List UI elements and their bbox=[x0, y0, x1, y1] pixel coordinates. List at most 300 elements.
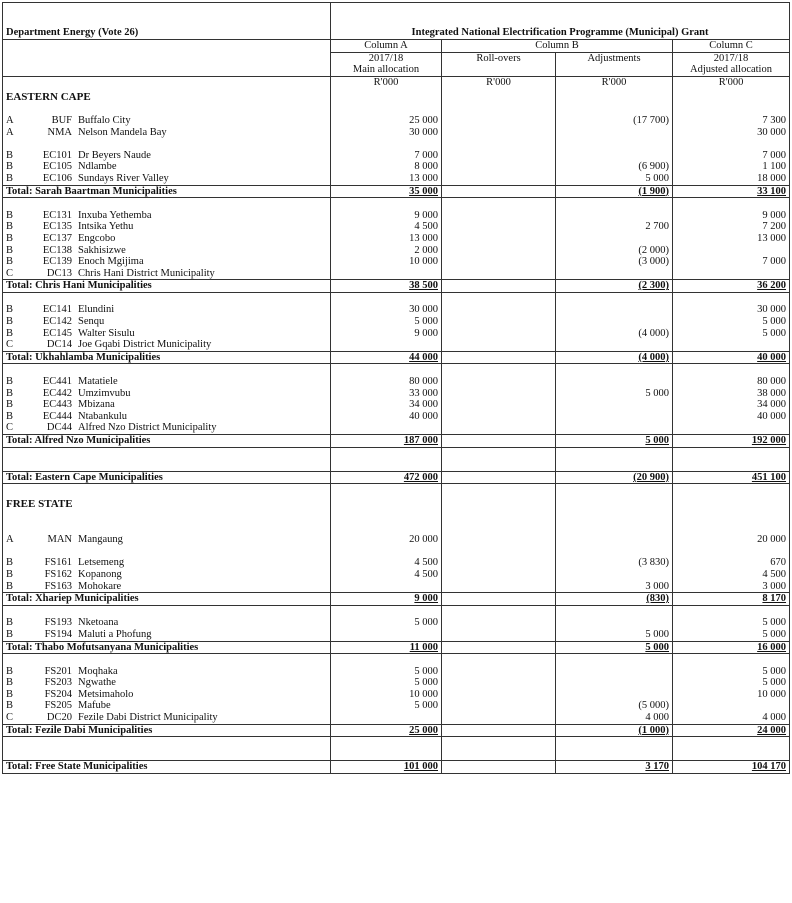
municipality-row bbox=[3, 245, 790, 257]
main-allocation: 4 500 bbox=[331, 557, 442, 569]
column-c-year: 2017/18 bbox=[673, 52, 790, 64]
unit-c: R'000 bbox=[673, 76, 790, 88]
adjustments-value bbox=[556, 666, 673, 678]
adjusted-allocation bbox=[673, 422, 790, 434]
municipality-cell bbox=[3, 712, 331, 724]
adjustments-value bbox=[556, 316, 673, 328]
municipality-row bbox=[3, 150, 790, 162]
adjusted-allocation: 451 100 bbox=[673, 471, 790, 484]
total-row bbox=[3, 280, 790, 293]
department-title: Department Energy (Vote 26) bbox=[3, 3, 331, 40]
municipality-cell bbox=[3, 666, 331, 678]
category-code: B bbox=[6, 387, 14, 399]
main-allocation: 13 000 bbox=[331, 173, 442, 185]
title-row bbox=[3, 3, 790, 40]
main-allocation: 30 000 bbox=[331, 127, 442, 139]
municipality-code: FS203 bbox=[44, 677, 72, 689]
spacer-row bbox=[3, 605, 790, 617]
municipality-name: Mangaung bbox=[78, 534, 123, 546]
main-allocation: 13 000 bbox=[331, 233, 442, 245]
unit-adjustments: R'000 bbox=[556, 76, 673, 88]
municipality-code: DC13 bbox=[46, 267, 72, 279]
category-code: A bbox=[6, 114, 14, 126]
category-code: B bbox=[6, 221, 14, 233]
adjustments-value: (6 900) bbox=[556, 161, 673, 173]
adjusted-allocation: 5 000 bbox=[673, 316, 790, 328]
rollovers-value bbox=[442, 280, 556, 293]
total-row bbox=[3, 761, 790, 774]
municipality-name: Ntabankulu bbox=[78, 410, 127, 422]
category-code: B bbox=[6, 410, 14, 422]
main-allocation: 5 000 bbox=[331, 700, 442, 712]
adjustments-value: (3 830) bbox=[556, 557, 673, 569]
main-allocation: 20 000 bbox=[331, 534, 442, 546]
municipality-row bbox=[3, 569, 790, 581]
adjustments-value bbox=[556, 233, 673, 245]
municipality-name: Mbizana bbox=[78, 399, 115, 411]
municipality-cell bbox=[3, 173, 331, 185]
municipality-cell bbox=[3, 221, 331, 233]
adjustments-value bbox=[556, 534, 673, 546]
adjusted-allocation: 7 000 bbox=[673, 150, 790, 162]
adjustments-value: 3 170 bbox=[556, 761, 673, 774]
municipality-cell bbox=[3, 339, 331, 351]
adjustments-value bbox=[556, 617, 673, 629]
municipality-cell bbox=[3, 557, 331, 569]
total-label: Total: Xhariep Municipalities bbox=[3, 593, 331, 606]
municipality-name: Nketoana bbox=[78, 617, 119, 629]
municipality-code: EC139 bbox=[42, 256, 72, 268]
category-code: A bbox=[6, 126, 14, 138]
main-allocation: 5 000 bbox=[331, 677, 442, 689]
municipality-name: Buffalo City bbox=[78, 114, 131, 126]
total-row bbox=[3, 185, 790, 198]
municipality-code: MAN bbox=[47, 534, 72, 546]
municipality-name: Moqhaka bbox=[78, 665, 118, 677]
rollovers-value bbox=[442, 173, 556, 185]
rollovers-value bbox=[442, 388, 556, 400]
municipality-cell bbox=[3, 233, 331, 245]
total-label: Total: Sarah Baartman Municipalities bbox=[3, 185, 331, 198]
rollovers-value bbox=[442, 422, 556, 434]
allocation-table bbox=[2, 2, 790, 774]
rollovers-value bbox=[442, 593, 556, 606]
main-allocation: 187 000 bbox=[331, 435, 442, 448]
municipality-row bbox=[3, 256, 790, 268]
municipality-cell bbox=[3, 150, 331, 162]
column-c-sub: Adjusted allocation bbox=[673, 64, 790, 76]
category-code: B bbox=[6, 399, 14, 411]
municipality-code: EC442 bbox=[42, 387, 72, 399]
adjustments-value bbox=[556, 127, 673, 139]
column-year-row bbox=[3, 52, 790, 64]
adjustments-value: (1 900) bbox=[556, 185, 673, 198]
rollovers-value bbox=[442, 304, 556, 316]
rollovers-value bbox=[442, 328, 556, 340]
municipality-name: Sundays River Valley bbox=[78, 172, 169, 184]
municipality-name: Maluti a Phofung bbox=[78, 628, 152, 640]
adjusted-allocation: 33 100 bbox=[673, 185, 790, 198]
municipality-cell bbox=[3, 256, 331, 268]
category-code: C bbox=[6, 339, 14, 351]
category-code: B bbox=[6, 688, 14, 700]
adjusted-allocation: 1 100 bbox=[673, 161, 790, 173]
main-allocation: 40 000 bbox=[331, 411, 442, 423]
total-row bbox=[3, 435, 790, 448]
municipality-row bbox=[3, 376, 790, 388]
municipality-code: EC105 bbox=[42, 161, 72, 173]
category-code: B bbox=[6, 665, 14, 677]
adjusted-allocation: 38 000 bbox=[673, 388, 790, 400]
municipality-name: Mafube bbox=[78, 700, 111, 712]
adjusted-allocation bbox=[673, 700, 790, 712]
municipality-name: Umzimvubu bbox=[78, 387, 131, 399]
municipality-code: DC14 bbox=[46, 339, 72, 351]
municipality-name: Alfred Nzo District Municipality bbox=[78, 422, 217, 434]
municipality-cell bbox=[3, 677, 331, 689]
municipality-code: BUF bbox=[51, 114, 72, 126]
adjusted-allocation: 34 000 bbox=[673, 399, 790, 411]
rollovers-value bbox=[442, 185, 556, 198]
municipality-name: Chris Hani District Municipality bbox=[78, 267, 215, 279]
adjustments-value bbox=[556, 150, 673, 162]
spacer-row bbox=[3, 138, 790, 150]
grant-title: Integrated National Electrification Programme (Municipal) Grant bbox=[331, 3, 790, 40]
municipality-row bbox=[3, 210, 790, 222]
adjustments-value bbox=[556, 268, 673, 280]
municipality-code: EC138 bbox=[42, 244, 72, 256]
municipality-row bbox=[3, 677, 790, 689]
adjusted-allocation: 16 000 bbox=[673, 641, 790, 654]
category-code: B bbox=[6, 304, 14, 316]
adjusted-allocation: 13 000 bbox=[673, 233, 790, 245]
adjustments-value: 2 700 bbox=[556, 221, 673, 233]
spacer-row bbox=[3, 198, 790, 210]
rollovers-value bbox=[442, 161, 556, 173]
municipality-code: FS194 bbox=[44, 628, 72, 640]
main-allocation bbox=[331, 712, 442, 724]
adjusted-allocation: 5 000 bbox=[673, 328, 790, 340]
adjusted-allocation: 80 000 bbox=[673, 376, 790, 388]
category-code: B bbox=[6, 172, 14, 184]
municipality-name: Joe Gqabi District Municipality bbox=[78, 339, 212, 351]
municipality-code: FS193 bbox=[44, 617, 72, 629]
main-allocation: 33 000 bbox=[331, 388, 442, 400]
rollovers-value bbox=[442, 268, 556, 280]
main-allocation bbox=[331, 268, 442, 280]
rollovers-value bbox=[442, 351, 556, 364]
adjustments-value bbox=[556, 411, 673, 423]
municipality-row bbox=[3, 268, 790, 280]
municipality-name: Letsemeng bbox=[78, 557, 125, 569]
rollovers-value bbox=[442, 316, 556, 328]
municipality-row bbox=[3, 629, 790, 641]
adjustments-value: (20 900) bbox=[556, 471, 673, 484]
column-a-label: Column A bbox=[331, 40, 442, 53]
category-code: B bbox=[6, 628, 14, 640]
municipality-cell bbox=[3, 210, 331, 222]
adjustments-value: 3 000 bbox=[556, 581, 673, 593]
adjustments-value: (5 000) bbox=[556, 700, 673, 712]
rollovers-value bbox=[442, 569, 556, 581]
adjusted-allocation: 8 170 bbox=[673, 593, 790, 606]
municipality-row bbox=[3, 115, 790, 127]
municipality-row bbox=[3, 689, 790, 701]
adjusted-allocation bbox=[673, 339, 790, 351]
category-code: B bbox=[6, 580, 14, 592]
adjusted-allocation: 5 000 bbox=[673, 666, 790, 678]
total-row bbox=[3, 351, 790, 364]
rollovers-value bbox=[442, 221, 556, 233]
adjusted-allocation: 40 000 bbox=[673, 411, 790, 423]
municipality-name: Kopanong bbox=[78, 568, 122, 580]
spacer-row bbox=[3, 459, 790, 471]
rollovers-value bbox=[442, 557, 556, 569]
municipality-row bbox=[3, 617, 790, 629]
adjustments-value: (4 000) bbox=[556, 351, 673, 364]
category-code: C bbox=[6, 422, 14, 434]
rollovers-value bbox=[442, 677, 556, 689]
category-code: B bbox=[6, 161, 14, 173]
spacer-row bbox=[3, 364, 790, 376]
total-label: Total: Alfred Nzo Municipalities bbox=[3, 435, 331, 448]
municipality-row bbox=[3, 316, 790, 328]
rollovers-value bbox=[442, 150, 556, 162]
municipality-row bbox=[3, 666, 790, 678]
municipality-cell bbox=[3, 629, 331, 641]
adjustments-value bbox=[556, 210, 673, 222]
adjustments-value bbox=[556, 376, 673, 388]
rollovers-value bbox=[442, 245, 556, 257]
municipality-row bbox=[3, 700, 790, 712]
adjustments-value: 5 000 bbox=[556, 629, 673, 641]
municipality-row bbox=[3, 127, 790, 139]
adjusted-allocation: 36 200 bbox=[673, 280, 790, 293]
adjustments-value: (17 700) bbox=[556, 115, 673, 127]
adjusted-allocation: 7 200 bbox=[673, 221, 790, 233]
municipality-cell bbox=[3, 328, 331, 340]
total-label: Total: Free State Municipalities bbox=[3, 761, 331, 774]
category-code: B bbox=[6, 209, 14, 221]
rollovers-value bbox=[442, 411, 556, 423]
municipality-name: Ndlambe bbox=[78, 161, 117, 173]
municipality-code: EC441 bbox=[42, 376, 72, 388]
rollovers-value bbox=[442, 256, 556, 268]
municipality-code: EC142 bbox=[42, 316, 72, 328]
spacer-row bbox=[3, 292, 790, 304]
adjusted-allocation: 20 000 bbox=[673, 534, 790, 546]
municipality-name: Inxuba Yethemba bbox=[78, 209, 152, 221]
municipality-row bbox=[3, 399, 790, 411]
main-allocation: 38 500 bbox=[331, 280, 442, 293]
adjustments-value: (1 000) bbox=[556, 724, 673, 737]
category-code: B bbox=[6, 327, 14, 339]
category-code: B bbox=[6, 316, 14, 328]
municipality-code: EC135 bbox=[42, 221, 72, 233]
rollovers-value bbox=[442, 399, 556, 411]
municipality-row bbox=[3, 411, 790, 423]
main-allocation: 5 000 bbox=[331, 316, 442, 328]
municipality-cell bbox=[3, 581, 331, 593]
main-allocation: 9 000 bbox=[331, 328, 442, 340]
main-allocation: 5 000 bbox=[331, 666, 442, 678]
adjustments-value: 5 000 bbox=[556, 641, 673, 654]
total-label: Total: Fezile Dabi Municipalities bbox=[3, 724, 331, 737]
municipality-row bbox=[3, 233, 790, 245]
main-allocation: 9 000 bbox=[331, 210, 442, 222]
rollovers-value bbox=[442, 629, 556, 641]
adjusted-allocation: 670 bbox=[673, 557, 790, 569]
municipality-code: EC145 bbox=[42, 327, 72, 339]
province-name: EASTERN CAPE bbox=[3, 88, 331, 103]
column-sub-row bbox=[3, 64, 790, 76]
rollovers-value bbox=[442, 115, 556, 127]
adjusted-allocation: 5 000 bbox=[673, 617, 790, 629]
municipality-name: Walter Sisulu bbox=[78, 327, 135, 339]
rollovers-value bbox=[442, 641, 556, 654]
municipality-cell bbox=[3, 388, 331, 400]
rollovers-value bbox=[442, 435, 556, 448]
municipality-cell bbox=[3, 268, 331, 280]
main-allocation: 44 000 bbox=[331, 351, 442, 364]
main-allocation bbox=[331, 581, 442, 593]
rollovers-value bbox=[442, 581, 556, 593]
adjustments-value: (830) bbox=[556, 593, 673, 606]
total-label: Total: Thabo Mofutsanyana Municipalities bbox=[3, 641, 331, 654]
municipality-name: Enoch Mgijima bbox=[78, 256, 144, 268]
unit-rollovers: R'000 bbox=[442, 76, 556, 88]
rollovers-value bbox=[442, 233, 556, 245]
rollovers-header: Roll-overs bbox=[442, 52, 556, 64]
municipality-code: DC20 bbox=[46, 712, 72, 724]
municipality-name: Elundini bbox=[78, 304, 115, 316]
adjusted-allocation: 24 000 bbox=[673, 724, 790, 737]
municipality-code: EC131 bbox=[42, 209, 72, 221]
rollovers-value bbox=[442, 761, 556, 774]
adjusted-allocation bbox=[673, 245, 790, 257]
adjusted-allocation: 5 000 bbox=[673, 629, 790, 641]
main-allocation: 80 000 bbox=[331, 376, 442, 388]
municipality-code: NMA bbox=[47, 126, 72, 138]
main-allocation: 11 000 bbox=[331, 641, 442, 654]
adjusted-allocation: 40 000 bbox=[673, 351, 790, 364]
municipality-code: EC101 bbox=[42, 149, 72, 161]
municipality-cell bbox=[3, 569, 331, 581]
rollovers-value bbox=[442, 210, 556, 222]
municipality-name: Sakhisizwe bbox=[78, 244, 126, 256]
main-allocation: 30 000 bbox=[331, 304, 442, 316]
municipality-code: FS163 bbox=[44, 580, 72, 592]
municipality-cell bbox=[3, 376, 331, 388]
province-name: FREE STATE bbox=[3, 496, 331, 511]
adjusted-allocation: 4 000 bbox=[673, 712, 790, 724]
municipality-code: EC106 bbox=[42, 172, 72, 184]
municipality-name: Dr Beyers Naude bbox=[78, 149, 151, 161]
municipality-cell bbox=[3, 316, 331, 328]
adjustments-value: (2 000) bbox=[556, 245, 673, 257]
rollovers-value bbox=[442, 471, 556, 484]
adjustments-value: 5 000 bbox=[556, 388, 673, 400]
rollovers-value bbox=[442, 712, 556, 724]
rollovers-value bbox=[442, 127, 556, 139]
category-code: B bbox=[6, 677, 14, 689]
municipality-row bbox=[3, 712, 790, 724]
adjusted-allocation: 7 000 bbox=[673, 256, 790, 268]
main-allocation: 34 000 bbox=[331, 399, 442, 411]
adjustments-value: 5 000 bbox=[556, 435, 673, 448]
rollovers-value bbox=[442, 724, 556, 737]
municipality-row bbox=[3, 161, 790, 173]
municipality-cell bbox=[3, 161, 331, 173]
adjustments-value bbox=[556, 677, 673, 689]
main-allocation bbox=[331, 629, 442, 641]
adjusted-allocation: 3 000 bbox=[673, 581, 790, 593]
municipality-name: Fezile Dabi District Municipality bbox=[78, 712, 218, 724]
municipality-cell bbox=[3, 422, 331, 434]
main-allocation: 5 000 bbox=[331, 617, 442, 629]
municipality-row bbox=[3, 534, 790, 546]
municipality-name: Mohokare bbox=[78, 580, 122, 592]
main-allocation: 25 000 bbox=[331, 115, 442, 127]
category-code: B bbox=[6, 149, 14, 161]
rollovers-value bbox=[442, 339, 556, 351]
municipality-code: EC443 bbox=[42, 399, 72, 411]
municipality-row bbox=[3, 221, 790, 233]
spacer-row bbox=[3, 737, 790, 749]
main-allocation: 10 000 bbox=[331, 256, 442, 268]
main-allocation: 8 000 bbox=[331, 161, 442, 173]
category-code: A bbox=[6, 534, 14, 546]
adjustments-value: (4 000) bbox=[556, 328, 673, 340]
municipality-row bbox=[3, 581, 790, 593]
municipality-code: FS161 bbox=[44, 557, 72, 569]
total-row bbox=[3, 471, 790, 484]
municipality-row bbox=[3, 173, 790, 185]
rollovers-value bbox=[442, 689, 556, 701]
adjusted-allocation: 192 000 bbox=[673, 435, 790, 448]
rollovers-value bbox=[442, 617, 556, 629]
rollovers-value bbox=[442, 534, 556, 546]
spacer-row bbox=[3, 546, 790, 558]
municipality-name: Metsimaholo bbox=[78, 688, 134, 700]
total-label: Total: Eastern Cape Municipalities bbox=[3, 471, 331, 484]
municipality-code: FS205 bbox=[44, 700, 72, 712]
unit-a: R'000 bbox=[331, 76, 442, 88]
municipality-code: EC137 bbox=[42, 232, 72, 244]
municipality-cell bbox=[3, 115, 331, 127]
category-code: B bbox=[6, 256, 14, 268]
column-c-label: Column C bbox=[673, 40, 790, 53]
municipality-cell bbox=[3, 534, 331, 546]
municipality-code: FS162 bbox=[44, 568, 72, 580]
spacer-row bbox=[3, 749, 790, 761]
category-code: C bbox=[6, 712, 14, 724]
adjusted-allocation: 9 000 bbox=[673, 210, 790, 222]
municipality-cell bbox=[3, 127, 331, 139]
municipality-cell bbox=[3, 700, 331, 712]
category-code: B bbox=[6, 232, 14, 244]
main-allocation: 9 000 bbox=[331, 593, 442, 606]
adjusted-allocation: 7 300 bbox=[673, 115, 790, 127]
main-allocation: 2 000 bbox=[331, 245, 442, 257]
adjustments-value: (2 300) bbox=[556, 280, 673, 293]
municipality-name: Senqu bbox=[78, 316, 105, 328]
adjustments-value: 5 000 bbox=[556, 173, 673, 185]
province-row bbox=[3, 496, 790, 511]
municipality-cell bbox=[3, 689, 331, 701]
main-allocation: 7 000 bbox=[331, 150, 442, 162]
total-label: Total: Chris Hani Municipalities bbox=[3, 280, 331, 293]
